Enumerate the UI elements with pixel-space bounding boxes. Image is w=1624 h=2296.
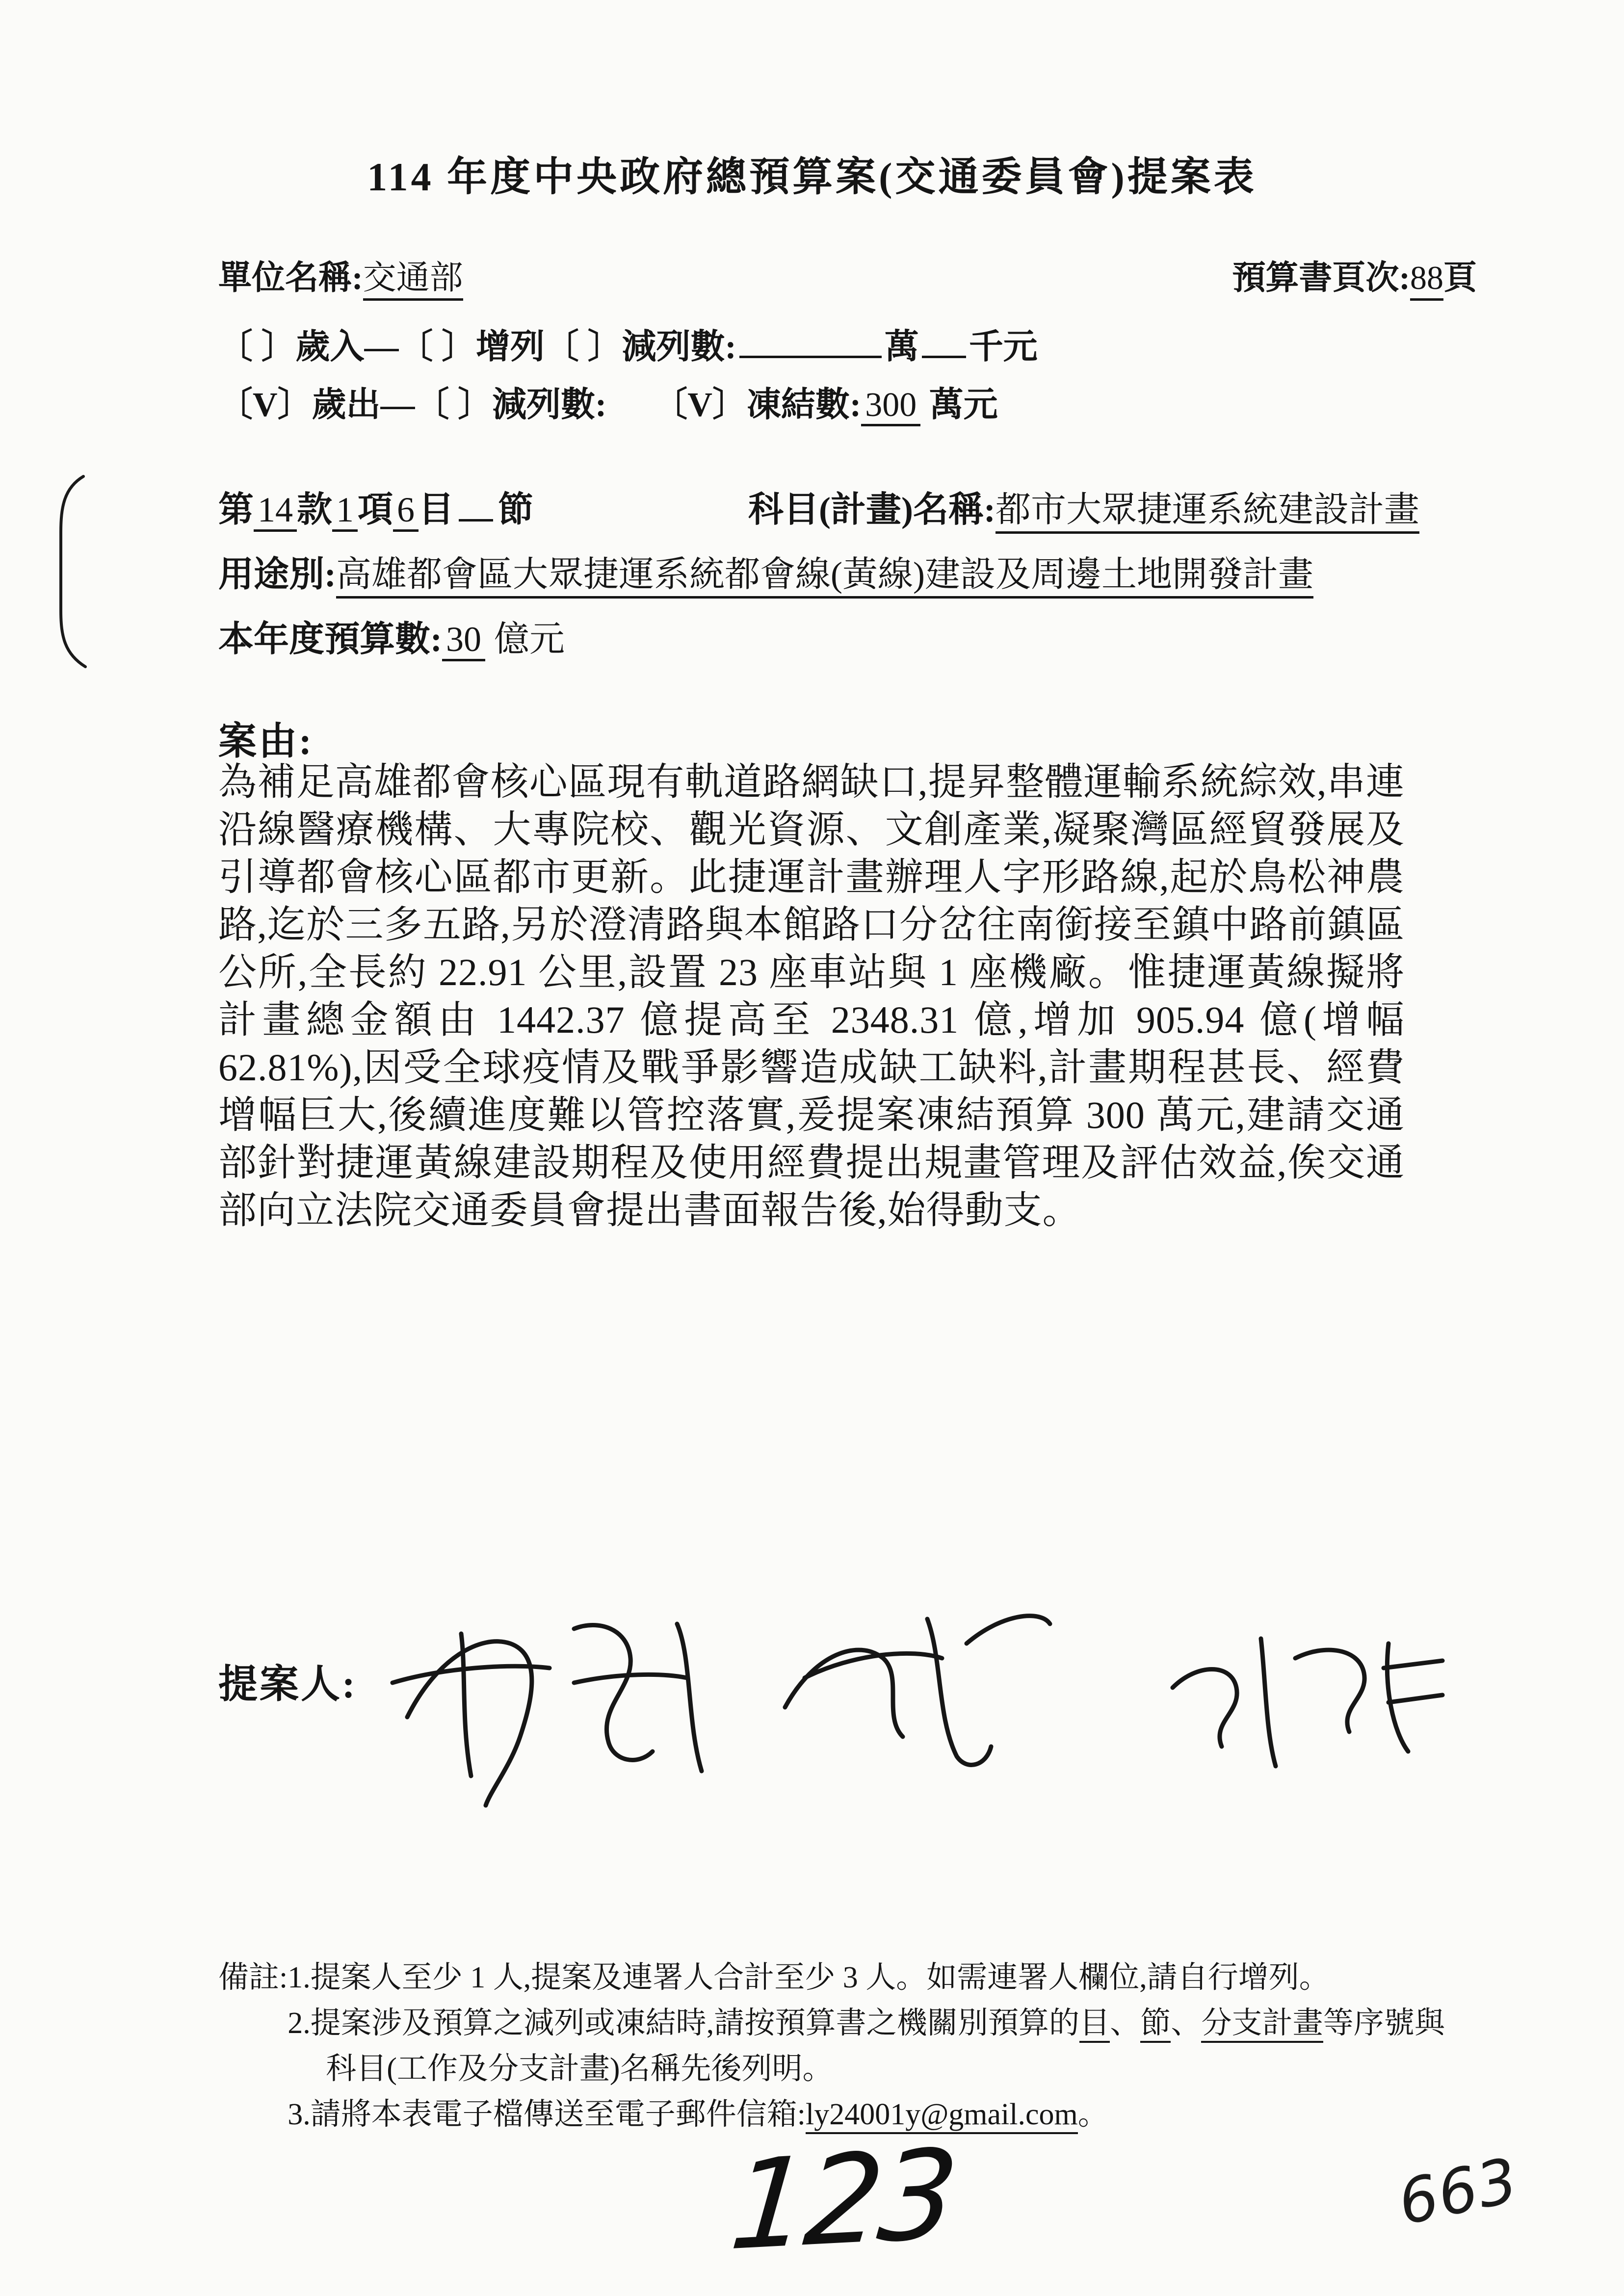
budget-page-value: 88 <box>1410 259 1443 301</box>
notes-label: 備註: <box>218 1961 288 1994</box>
section-bracket <box>55 473 89 670</box>
budget-page-field <box>1232 251 1477 299</box>
item-mu-no: 6 <box>393 490 419 532</box>
note-item-1: 1.提案人至少 1 人,提案及連署人合計至少 3 人。如需連署人欄位,請自行增列。 <box>288 1961 1330 1994</box>
note-3-text-2: 。 <box>1077 2098 1108 2131</box>
checkbox-increase: 〔 〕 <box>398 328 476 366</box>
header-row <box>218 251 1477 299</box>
freeze-amount-unit: 萬元 <box>929 386 998 424</box>
jie-blank <box>459 514 493 522</box>
option-line-expenditure <box>218 377 998 426</box>
unit-name-value: 交通部 <box>363 259 463 301</box>
item-mu-label: 目 <box>419 490 454 529</box>
amount-blank-wan <box>739 351 882 358</box>
signature-2 <box>785 1616 1050 1765</box>
checkbox-cut: 〔 〕 <box>415 386 493 424</box>
handwritten-number-123: 123 <box>725 2122 960 2278</box>
checkbox-revenue: 〔 〕 <box>218 328 296 366</box>
subject-block <box>218 481 1504 675</box>
budget-amount-label: 本年度預算數: <box>218 620 442 659</box>
item-xiang-no: 1 <box>332 490 358 532</box>
proposer-label: 提案人: <box>218 1663 357 1706</box>
subject-line-item <box>218 481 1504 546</box>
checkbox-decrease: 〔 〕 <box>545 328 622 366</box>
signature-1 <box>393 1624 702 1805</box>
subject-line-usage <box>218 546 1504 610</box>
decrease-amount-label: 減列數: <box>622 328 736 366</box>
freeze-amount-value: 300 <box>861 386 920 426</box>
cut-amount-label: 減列數: <box>492 386 607 424</box>
note-2-underline-branch-plan: 分支計畫 <box>1201 2007 1323 2043</box>
proposer-signatures <box>363 1560 1541 1835</box>
note-2-text-1: 2.提案涉及預算之減列或凍結時,請按預算書之機關別預算的 <box>288 2007 1080 2040</box>
note-2-delim-2: 、 <box>1171 2007 1202 2040</box>
notes-block <box>218 1955 1445 2138</box>
wan-unit: 萬 <box>884 328 919 366</box>
usage-value: 高雄都會區大眾捷運系統都會線(黃線)建設及周邊土地開發計畫 <box>336 555 1313 599</box>
program-name-field <box>748 481 1419 532</box>
form-title: 114 年度中央政府總預算案(交通委員會)提案表 <box>367 155 1257 199</box>
signature-3 <box>1173 1639 1442 1766</box>
program-name-value: 都市大眾捷運系統建設計畫 <box>995 490 1419 534</box>
note-item-2 <box>288 2001 1445 2092</box>
handwritten-number-663: 663 <box>1392 2144 1524 2239</box>
note-3-text-1: 3.請將本表電子檔傳送至電子郵件信箱: <box>288 2098 806 2131</box>
item-kuan-label: 款 <box>297 490 333 529</box>
item-jie-label: 節 <box>498 490 534 529</box>
program-name-label: 科目(計畫)名稱: <box>748 490 995 529</box>
note-2-underline-mu: 目 <box>1079 2007 1110 2043</box>
note-2-delim-1: 、 <box>1110 2007 1141 2040</box>
budget-page-label: 預算書頁次: <box>1232 259 1410 296</box>
item-kuan-no: 14 <box>254 490 297 532</box>
subject-line-budget <box>218 610 1504 675</box>
budget-amount-value: 30 <box>442 620 485 661</box>
budget-page-unit: 頁 <box>1443 259 1477 296</box>
note-2-text-2: 等序號與科目(工作及分支計畫)名稱先後列明。 <box>326 2007 1445 2086</box>
unit-name-field <box>218 251 463 299</box>
unit-name-label: 單位名稱: <box>218 259 363 296</box>
notes-items <box>288 1955 1445 2138</box>
case-body: 為補足高雄都會核心區現有軌道路網缺口,提昇整體運輸系統綜效,串連沿線醫療機構、大專院校、觀光資源、文創產業,凝聚灣區經貿發展及引導都會核心區都市更新。此捷運計畫辦理人字形路線,起於鳥松神農路,迄於三多五路,另於澄清路與本館路口分岔往南銜接至鎮中路前鎮區公所,全長約 22.91 公里,設置 23 座車站與 1 座機廠。惟捷運黃線擬將計畫總金額由 1442.37 億提高至 2348.31 億,增加 905.94 億(增幅62.81%),因受全球疫情及戰爭影響造成缺工缺料,計畫期程甚長、經費增幅巨大,後續進度難以管控落實,爰提案凍結預算 300 萬元,建請交通部針對捷運黃線建設期程及使用經費提出規畫管理及評估效益,俟交通部向立法院交通委員會提出書面報告後,始得動支。 <box>218 760 1405 1231</box>
item-xiang-label: 項 <box>358 490 393 529</box>
budget-amount-unit: 億元 <box>494 620 565 659</box>
increase-label: 增列 <box>476 328 545 366</box>
note-2-underline-jie: 節 <box>1140 2007 1171 2043</box>
checkbox-expenditure-checked: 〔V〕 <box>218 386 312 424</box>
amount-blank-qian <box>922 351 966 358</box>
usage-label: 用途別: <box>218 555 336 594</box>
checkbox-freeze-checked: 〔V〕 <box>653 386 747 424</box>
freeze-amount-label: 凍結數: <box>746 386 862 424</box>
note-3-email: ly24001y@gmail.com <box>806 2098 1078 2134</box>
qian-unit: 千元 <box>969 328 1038 366</box>
option-line-revenue <box>218 319 1038 368</box>
item-prefix: 第 <box>218 490 254 529</box>
expenditure-label: 歲出— <box>312 386 415 424</box>
case-heading: 案由: <box>218 720 314 762</box>
revenue-label: 歲入— <box>295 328 399 366</box>
